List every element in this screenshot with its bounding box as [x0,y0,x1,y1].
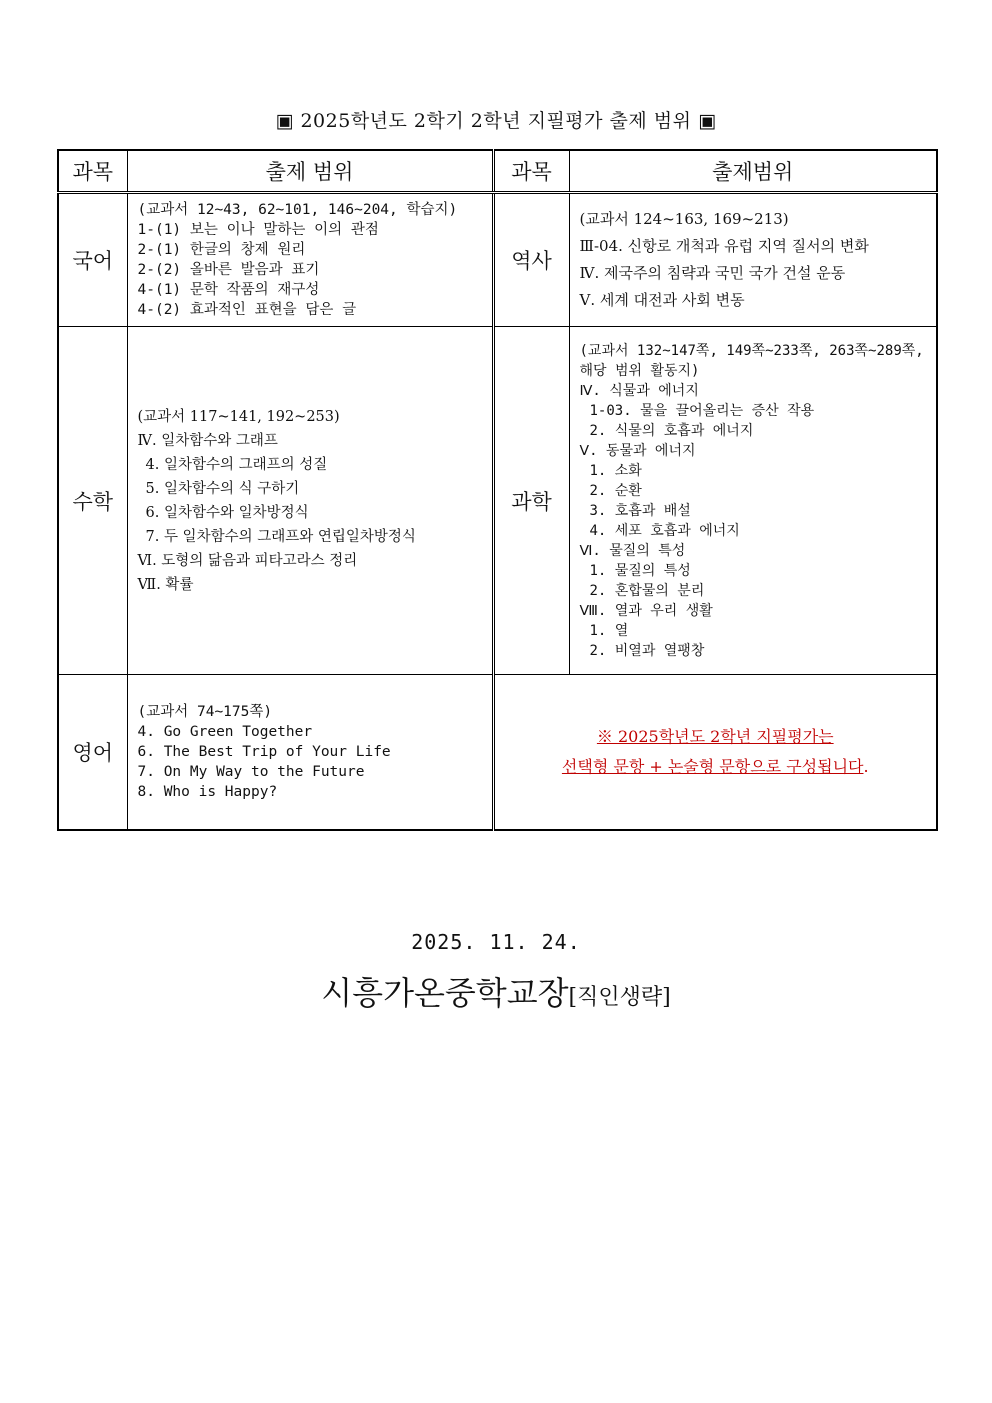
range-line: (교과서 12~43, 62~101, 146~204, 학습지) [137,202,458,218]
range-korean [127,193,493,327]
range-line: 7. 두 일차함수의 그래프와 연립일차방정식 [145,528,416,545]
table-row [58,193,937,327]
range-line: Ⅴ. 세계 대전과 사회 변동 [579,291,745,309]
range-line: Ⅲ-04. 신항로 개척과 유럽 지역 질서의 변화 [579,237,869,255]
square-mark-icon: ▣ [698,110,717,132]
range-line: 7. On My Way to the Future [137,763,365,780]
range-line: 4. 세포 호흡과 에너지 [589,522,740,539]
table-row [58,327,937,675]
range-line: 1. 열 [589,622,629,639]
range-math [127,327,493,675]
seal-omitted: [직인생략] [568,985,671,1010]
range-line: 해당 범위 활동지) [579,362,700,379]
range-line: Ⅳ. 식물과 에너지 [579,382,699,399]
note-line-1: ※ 2025학년도 2학년 지필평가는 [596,726,834,746]
range-line: 2. 비열과 열팽창 [589,642,705,659]
range-line: 4-(1) 문학 작품의 재구성 [137,282,320,298]
subject-korean: 국어 [58,193,127,327]
range-line: 2. 식물의 호흡과 에너지 [589,422,754,439]
range-line: 2. 순환 [589,482,642,499]
range-history [569,193,937,327]
table-row [58,675,937,830]
range-science [569,327,937,675]
note-line-2: 선택형 문항 + 논술형 문항으로 구성됩니다 [561,756,864,776]
range-line: 1. 물질의 특성 [589,562,691,579]
range-line: (교과서 124~163, 169~213) [579,210,789,228]
range-line: 2-(1) 한글의 창제 원리 [137,242,306,258]
subject-history: 역사 [493,193,569,327]
exam-format-note [493,675,937,830]
range-line: 4. Go Green Together [137,723,313,740]
range-line: Ⅵ. 물질의 특성 [579,542,686,559]
header-subject-right: 과목 [493,150,569,193]
range-line: Ⅵ. 도형의 닮음과 피타고라스 정리 [137,552,358,569]
range-line: 6. The Best Trip of Your Life [137,743,391,760]
range-english [127,675,493,830]
subject-english: 영어 [58,675,127,830]
range-line: Ⅳ. 제국주의 침략과 국민 국가 건설 운동 [579,264,846,282]
header-range-left: 출제 범위 [127,150,493,193]
range-line: Ⅴ. 동물과 에너지 [579,442,696,459]
range-line: Ⅳ. 일차함수와 그래프 [137,432,278,449]
range-line: 3. 호흡과 배설 [589,502,691,519]
range-line: 1-03. 물을 끌어올리는 증산 작용 [589,402,815,419]
subject-math: 수학 [58,327,127,675]
range-line: 2. 혼합물의 분리 [589,582,705,599]
range-line: (교과서 117~141, 192~253) [137,408,340,425]
range-line: Ⅶ. 확률 [137,576,194,593]
exam-range-table [57,149,938,831]
range-line: 2-(2) 올바른 발음과 표기 [137,262,320,278]
principal-signature [0,968,992,1014]
range-line: 8. Who is Happy? [137,783,278,800]
title-text: 2025학년도 2학기 2학년 지필평가 출제 범위 [300,110,692,132]
range-line: Ⅷ. 열과 우리 생활 [579,602,713,619]
table-header-row [58,150,937,193]
subject-science: 과학 [493,327,569,675]
range-line: 5. 일차함수의 식 구하기 [145,480,300,497]
range-line: (교과서 132~147쪽, 149쪽~233쪽, 263쪽~289쪽, [579,342,924,359]
range-line: 6. 일차함수와 일차방정식 [145,504,309,521]
range-line: 4-(2) 효과적인 표현을 담은 글 [137,302,357,318]
square-mark-icon: ▣ [275,110,294,132]
range-line: 1. 소화 [589,462,642,479]
page-title [0,106,992,133]
range-line: 4. 일차함수의 그래프의 성질 [145,456,328,473]
school-principal: 시흥가온중학교장 [321,974,569,1012]
header-subject-left: 과목 [58,150,127,193]
range-line: (교과서 74~175쪽) [137,703,273,720]
range-line: 1-(1) 보는 이나 말하는 이의 관점 [137,222,379,238]
issue-date: 2025. 11. 24. [411,930,581,954]
header-range-right: 출제범위 [569,150,937,193]
note-line-2-end: . [863,756,869,776]
